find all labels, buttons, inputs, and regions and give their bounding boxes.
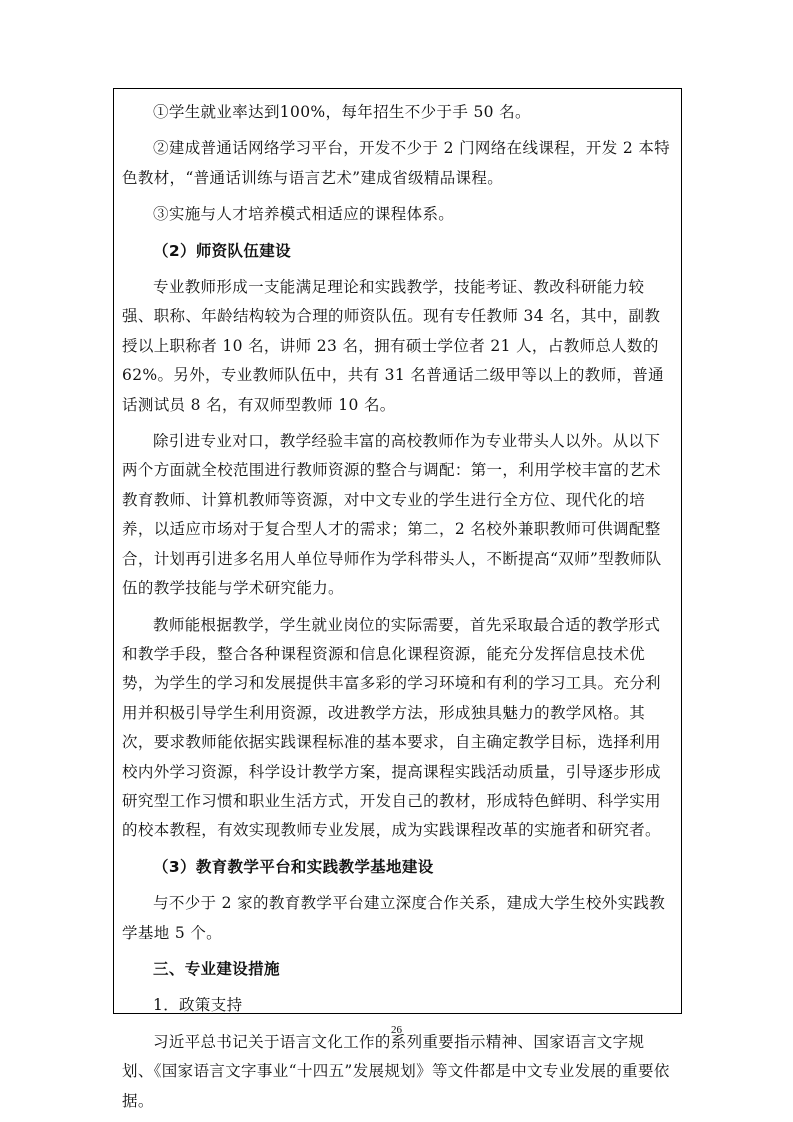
paragraph-faculty-overview: 专业教师形成一支能满足理论和实践教学，技能考证、教改科研能力较强、职称、年龄结构较为合理的师资队伍。现有专任教师 34 名，其中，副教授以上职称者 10 名，讲师 23 名，拥有硕士学位者 21 人，占教师总人数的 62%。另外，专业教师队伍中，共有 31 名普通话二级甲等以上的教师，普通话测试员 8 名，有双师型教师 10 名。 (122, 278, 664, 414)
paragraph-policy: 习近平总书记关于语言文化工作的系列重要指示精神、国家语言文字规划、《国家语言文字事业“十四五”发展规划》等文件都是中文专业发展的重要依据。 (122, 1032, 670, 1110)
goal-item-3: ③实施与人才培养模式相适应的课程体系。 (153, 205, 455, 224)
section-heading-faculty: （2）师资队伍建设 (153, 241, 291, 260)
paragraph-platform: 与不少于 2 家的教育教学平台建立深度合作关系，建成大学生校外实践教学基地 5 个。 (122, 894, 666, 942)
page-number: 26 (391, 1024, 402, 1036)
document-body (122, 98, 675, 1116)
subheading-policy-support: 1．政策支持 (153, 996, 243, 1015)
paragraph-teaching-methods: 教师能根据教学，学生就业岗位的实际需要，首先采取最合适的教学形式和教学手段，整合各种课程资源和信息化课程资源，能充分发挥信息技术优势，为学生的学习和发展提供丰富多彩的学习环境和有利的学习工具。充分利用并积极引导学生利用资源，改进教学方法，形成独具魅力的教学风格。其次，要求教师能依据实践课程标准的基本要求，自主确定教学目标，选择利用校内外学习资源，科学设计教学方案，提高课程实践活动质量，引导逐步形成研究型工作习惯和职业生活方式，开发自己的教材，形成特色鲜明、科学实用的校本教程，有效实现教师专业发展，成为实践课程改革的实施者和研究者。 (122, 615, 661, 840)
paragraph-faculty-resources: 除引进专业对口，教学经验丰富的高校教师作为专业带头人以外。从以下两个方面就全校范围进行教师资源的整合与调配：第一，利用学校丰富的艺术教育教师、计算机教师等资源，对中文专业的学生进行全方位、现代化的培养，以适应市场对于复合型人才的需求；第二，2 名校外兼职教师可供调配整合，计划再引进多名用人单位导师作为学科带头人，不断提高“双师”型教师队伍的教学技能与学术研究能力。 (122, 432, 662, 598)
goal-item-1: ①学生就业率达到100%，每年招生不少于手 50 名。 (153, 103, 531, 121)
goal-item-2: ②建成普通话网络学习平台，开发不少于 2 门网络在线课程，开发 2 本特色教材，“普通话训练与语言艺术”建成省级精品课程。 (122, 139, 671, 187)
section-heading-platform: （3）教育教学平台和实践教学基地建设 (153, 857, 434, 876)
section-heading-measures: 三、专业建设措施 (153, 959, 280, 978)
